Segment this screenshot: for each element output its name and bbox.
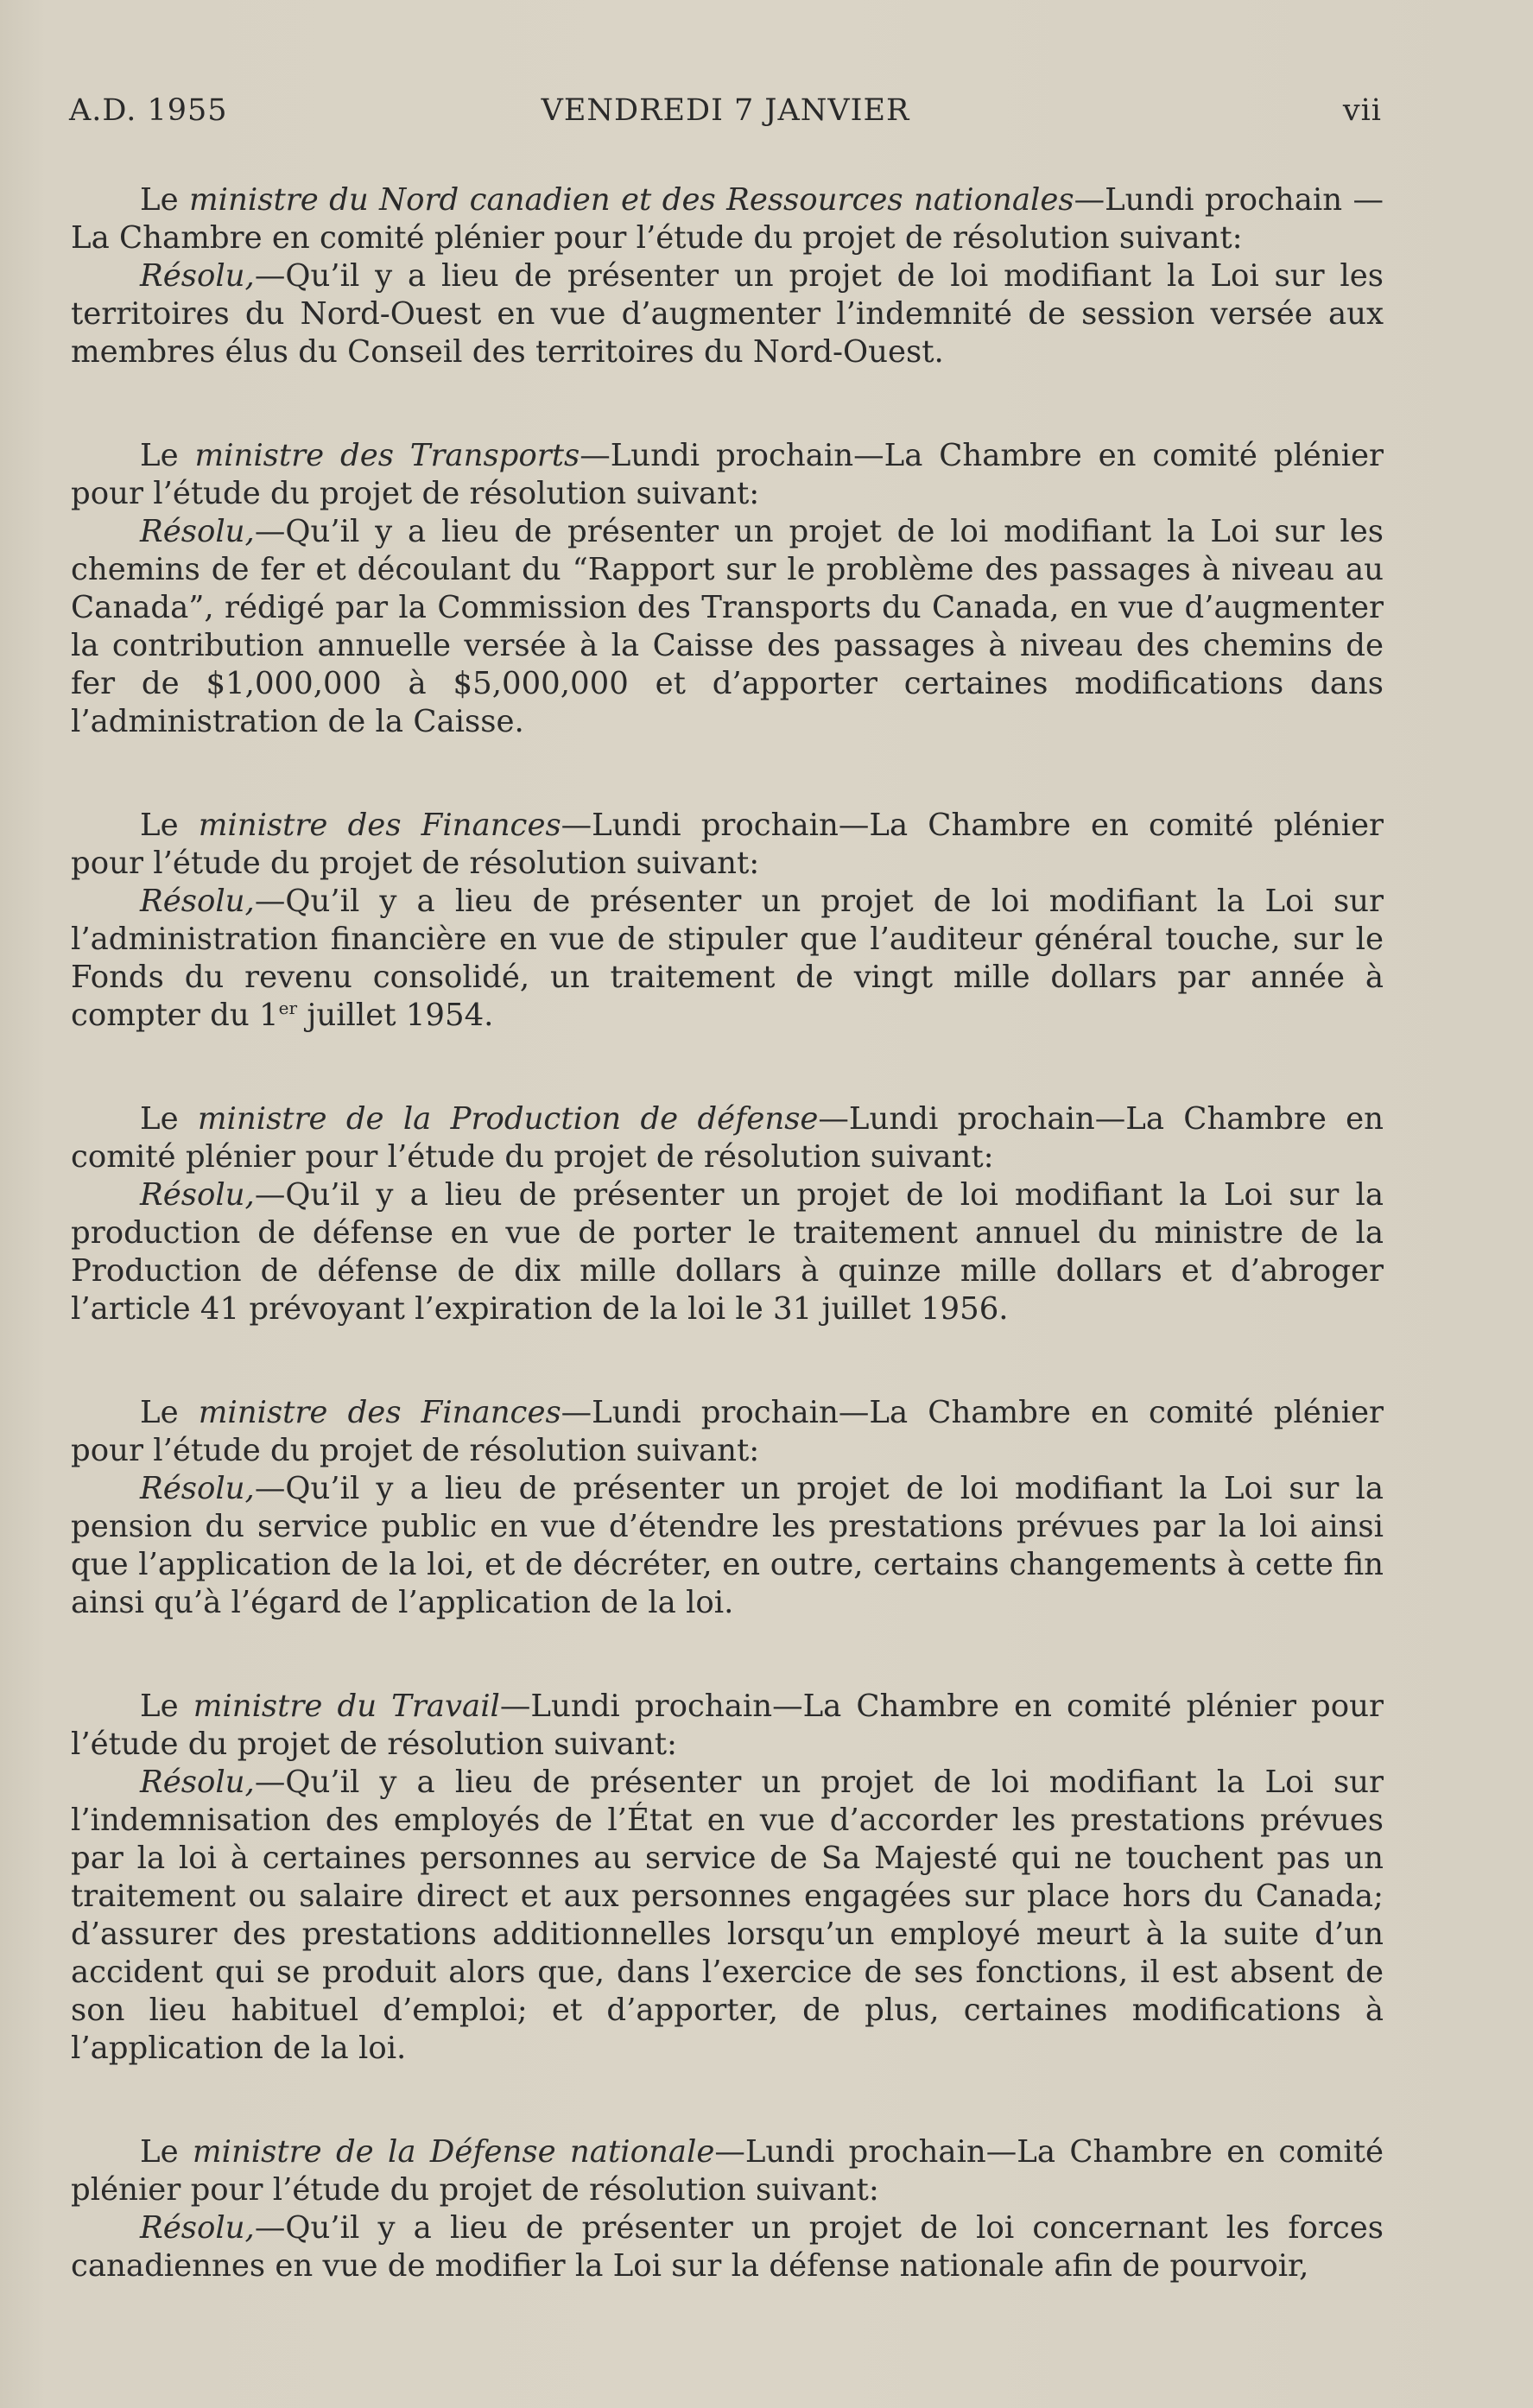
minister-title: ministre des Finances xyxy=(198,1395,561,1430)
motion-intro-text: —Lundi prochain —La Chambre en comité plénier pour l’étude du projet de résolution suivant: xyxy=(71,182,1384,256)
motion-prefix: Le xyxy=(140,1689,193,1724)
resolution-label: Résolu, xyxy=(140,2210,255,2246)
motion-nord-canadien xyxy=(71,181,1384,371)
minister-title: ministre du Nord canadien et des Ressources nationales xyxy=(189,182,1074,218)
minister-title: ministre du Travail xyxy=(193,1689,500,1724)
motion-intro-text: —Lundi prochain—La Chambre en comité plénier pour l’étude du projet de résolution suivant: xyxy=(71,1101,1384,1175)
motion-intro xyxy=(71,1394,1384,1470)
minister-title: ministre des Transports xyxy=(194,438,580,473)
motion-intro-text: —Lundi prochain—La Chambre en comité plénier pour l’étude du projet de résolution suivant: xyxy=(71,2134,1384,2208)
motion-transports xyxy=(71,437,1384,741)
resolution xyxy=(71,2209,1384,2285)
motion-finances-auditeur xyxy=(71,807,1384,1035)
resolution-text: —Qu’il y a lieu de présenter un projet de loi concernant les forces canadiennes en vue de modifier la Loi sur la défense nationale afin de pourvoir, xyxy=(71,2210,1384,2284)
resolution-label: Résolu, xyxy=(140,258,255,294)
notice-body xyxy=(71,181,1384,2351)
motion-finances-pension xyxy=(71,1394,1384,1622)
resolution-text: —Qu’il y a lieu de présenter un projet de loi modifiant la Loi sur la pension du service public en vue d’étendre les prestations prévues par la loi ainsi que l’application de la loi, et de décréter, en outre, certains changements à cette fin ainsi qu’à l’égard de l’application de la loi. xyxy=(71,1471,1384,1620)
minister-title: ministre des Finances xyxy=(198,808,561,843)
motion-intro-text: —Lundi prochain—La Chambre en comité plénier pour l’étude du projet de résolution suivant: xyxy=(71,438,1384,511)
resolution-label: Résolu, xyxy=(140,1471,255,1506)
resolution-text: —Qu’il y a lieu de présenter un projet de loi modifiant la Loi sur la production de défense en vue de porter le traitement annuel du ministre de la Production de défense de dix mille dollars à quinze mille dollars et d’abroger l’article 41 prévoyant l’expiration de la loi le 31 juillet 1956. xyxy=(71,1177,1384,1327)
motion-prefix: Le xyxy=(140,2134,193,2170)
motion-intro xyxy=(71,2133,1384,2209)
resolution-text-end: juillet 1954. xyxy=(297,998,494,1033)
motion-intro xyxy=(71,1100,1384,1176)
motion-intro xyxy=(71,1688,1384,1764)
ordinal-superscript: er xyxy=(278,998,298,1019)
resolution xyxy=(71,1470,1384,1622)
running-header xyxy=(69,93,1382,136)
motion-prefix: Le xyxy=(140,808,199,843)
resolution-text: —Qu’il y a lieu de présenter un projet de loi modifiant la Loi sur l’indemnisation des employés de l’État en vue d’accorder les prestations prévues par la loi à certaines personnes au service de Sa Majesté qui ne touchent pas un traitement ou salaire direct et aux personnes engagées sur place hors du Canada; d’assurer des prestations additionnelles lorsqu’un employé meurt à la suite d’un accident qui se produit alors que, dans l’exercice de ses fonctions, il est absent de son lieu habituel d’emploi; et d’apporter, de plus, certaines modifications à l’application de la loi. xyxy=(71,1765,1384,2066)
motion-intro xyxy=(71,807,1384,883)
resolution xyxy=(71,513,1384,741)
resolution-label: Résolu, xyxy=(140,1765,255,1800)
resolution xyxy=(71,1764,1384,2068)
motion-travail xyxy=(71,1688,1384,2068)
resolution-label: Résolu, xyxy=(140,884,255,919)
motion-prefix: Le xyxy=(140,1395,199,1430)
motion-prefix: Le xyxy=(140,182,189,218)
resolution xyxy=(71,257,1384,371)
resolution-text: —Qu’il y a lieu de présenter un projet de loi modifiant la Loi sur l’administration financière en vue de stipuler que l’auditeur général touche, sur le Fonds du revenu consolidé, un traitement de vingt mille dollars par année à compter du 1 xyxy=(71,884,1384,1033)
resolution xyxy=(71,883,1384,1035)
resolution-label: Résolu, xyxy=(140,514,255,549)
motion-intro xyxy=(71,437,1384,513)
motion-prefix: Le xyxy=(140,1101,198,1137)
motion-intro xyxy=(71,181,1384,257)
motion-intro-text: —Lundi prochain—La Chambre en comité plénier pour l’étude du projet de résolution suivant: xyxy=(71,1395,1384,1468)
motion-production-defense xyxy=(71,1100,1384,1328)
resolution-text: —Qu’il y a lieu de présenter un projet de loi modifiant la Loi sur les territoires du Nord-Ouest en vue d’augmenter l’indemnité de session versée aux membres élus du Conseil des territoires du Nord-Ouest. xyxy=(71,258,1384,370)
minister-title: ministre de la Défense nationale xyxy=(192,2134,715,2170)
header-year: A.D. 1955 xyxy=(69,93,228,128)
motion-prefix: Le xyxy=(140,438,195,473)
resolution-text: —Qu’il y a lieu de présenter un projet de loi modifiant la Loi sur les chemins de fer et découlant du “Rapport sur le problème des passages à niveau au Canada”, rédigé par la Commission des Transports du Canada, en vue d’augmenter la contribution annuelle versée à la Caisse des passages à niveau des chemins de fer de $1,000,000 à $5,000,000 et d’apporter certaines modifications dans l’administration de la Caisse. xyxy=(71,514,1384,739)
motion-defense-nationale xyxy=(71,2133,1384,2285)
resolution-label: Résolu, xyxy=(140,1177,255,1213)
resolution xyxy=(71,1176,1384,1328)
header-page-number: vii xyxy=(1342,93,1382,128)
motion-intro-text: —Lundi prochain—La Chambre en comité plénier pour l’étude du projet de résolution suivant: xyxy=(71,1689,1384,1762)
minister-title: ministre de la Production de défense xyxy=(197,1101,819,1137)
header-date: VENDREDI 7 JANVIER xyxy=(541,93,910,128)
motion-intro-text: —Lundi prochain—La Chambre en comité plénier pour l’étude du projet de résolution suivant: xyxy=(71,808,1384,881)
